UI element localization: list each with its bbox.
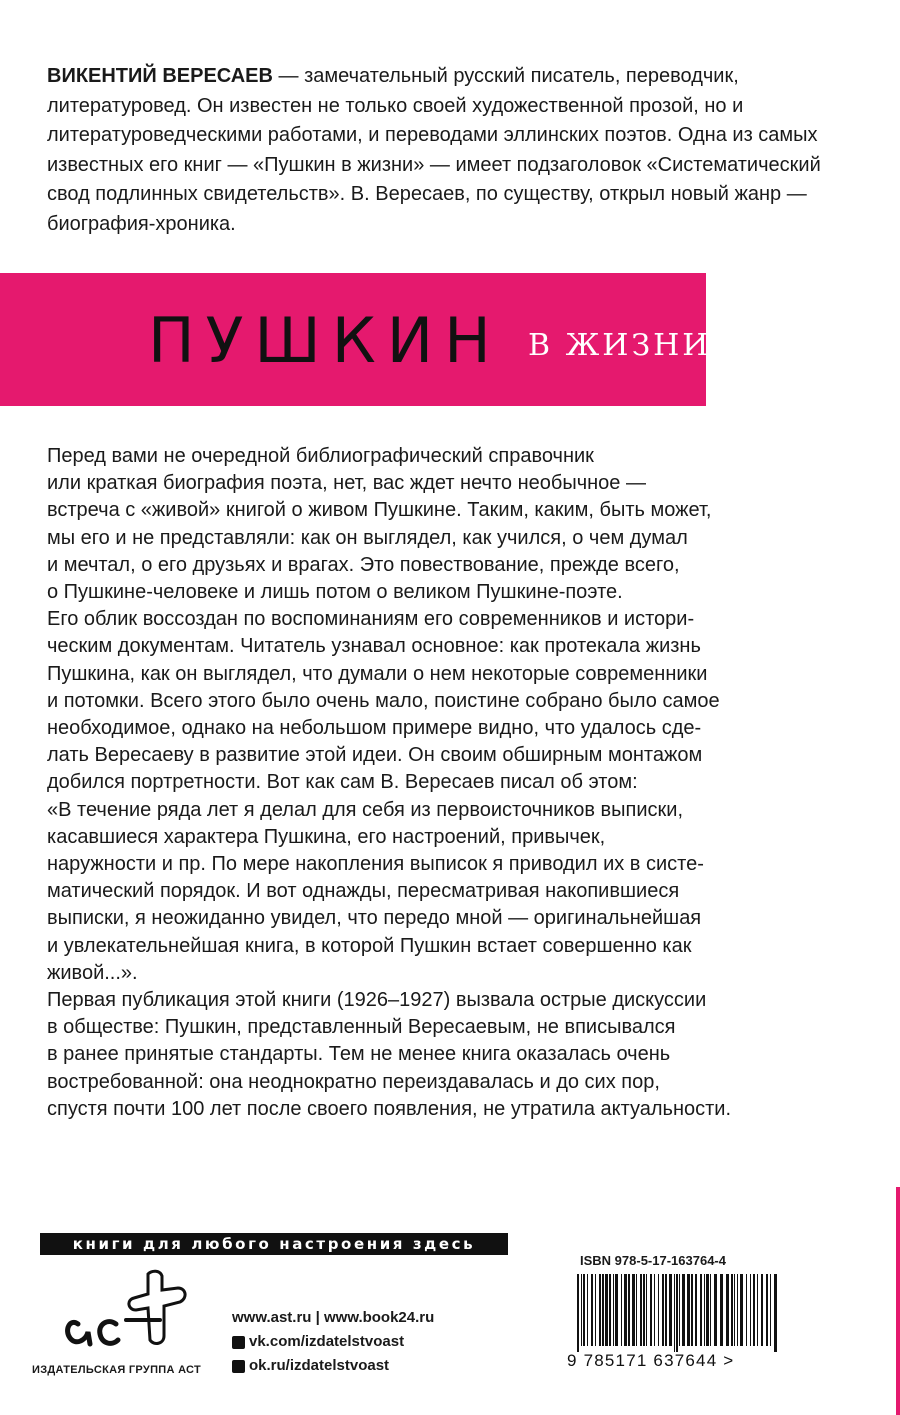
barcode-bar <box>746 1274 747 1346</box>
barcode-bar <box>609 1274 611 1346</box>
barcode-bar <box>695 1274 697 1346</box>
barcode-bar <box>591 1274 593 1346</box>
barcode-bar <box>687 1274 690 1346</box>
barcode-bar <box>605 1274 608 1346</box>
barcode-bar <box>615 1274 618 1346</box>
ok-link[interactable] <box>232 1354 434 1378</box>
barcode-bar <box>669 1274 672 1346</box>
barcode-bar <box>636 1274 637 1346</box>
barcode-bar <box>624 1274 627 1346</box>
description-line: спустя почти 100 лет после своего появления, не утратила актуальности. <box>47 1097 732 1120</box>
description-line: матический порядок. И вот однажды, пересматривая накопившиеся <box>47 880 680 903</box>
tagline-banner: книги для любого настроения здесь <box>40 1233 508 1255</box>
barcode-bar <box>577 1274 579 1352</box>
barcode-bar <box>613 1274 614 1346</box>
barcode-bar <box>761 1274 763 1346</box>
barcode-bar <box>662 1274 664 1346</box>
barcode-bar <box>650 1274 652 1346</box>
ast-logo <box>60 1268 200 1358</box>
description-line: востребованной: она неоднократно переиздавалась и до сих пор, <box>47 1070 660 1093</box>
barcode-bar <box>665 1274 667 1346</box>
barcode-bar <box>621 1274 622 1346</box>
description-line: и увлекательнейшая книга, в которой Пушкин встает совершенно как <box>47 934 692 957</box>
description-line: и потомки. Всего этого было очень мало, поистине собрано было самое <box>47 689 720 712</box>
description-line: живой...». <box>47 961 138 984</box>
barcode-bar <box>766 1274 768 1346</box>
barcode-bar <box>753 1274 755 1346</box>
barcode-bar <box>640 1274 642 1346</box>
description-line: касавшиеся характера Пушкина, его настроений, привычек, <box>47 825 606 848</box>
description-line: в ранее принятые стандарты. Тем не менее книга оказалась очень <box>47 1043 671 1066</box>
barcode-bar <box>714 1274 717 1346</box>
ast-logo-s <box>100 1322 118 1344</box>
description-text <box>47 443 877 1123</box>
ast-logo-figure <box>129 1271 185 1343</box>
vk-icon <box>232 1336 245 1349</box>
barcode-bar <box>734 1274 735 1346</box>
barcode-bar <box>646 1274 647 1346</box>
description-line: Его облик воссоздан по воспоминаниям его современников и истори- <box>47 608 695 631</box>
edge-accent-bar <box>896 1187 900 1415</box>
barcode-bar <box>706 1274 709 1346</box>
barcode-bar <box>770 1274 771 1346</box>
barcode-bar <box>581 1274 582 1346</box>
description-line: и мечтал, о его друзьях и врагах. Это повествование, прежде всего, <box>47 553 680 576</box>
publisher-name: ИЗДАТЕЛЬСКАЯ ГРУППА АСТ <box>32 1364 202 1376</box>
barcode-bar <box>643 1274 645 1346</box>
barcode-digits: 9 785171 637644 > <box>567 1351 735 1370</box>
barcode-bar <box>583 1274 585 1346</box>
author-name: ВИКЕНТИЙ ВЕРЕСАЕВ <box>47 65 273 87</box>
barcode-bar <box>595 1274 596 1346</box>
description-line: выписки, я неожиданно увидел, что передо мной — оригинальнейшая <box>47 907 702 930</box>
barcode-bar <box>750 1274 751 1346</box>
barcode-bar <box>726 1274 729 1346</box>
description-line: в обществе: Пушкин, представленный Вересаевым, не вписывался <box>47 1016 676 1039</box>
barcode-bar <box>720 1274 723 1346</box>
website-links-text[interactable]: www.ast.ru | www.book24.ru <box>232 1309 435 1326</box>
barcode-bar <box>628 1274 630 1346</box>
barcode-bar <box>704 1274 705 1346</box>
barcode-bar <box>682 1274 685 1346</box>
description-line: добился портретности. Вот как сам В. Вересаев писал об этом: <box>47 771 638 794</box>
description-line: необходимое, однако на небольшом примере видно, что удалось сде- <box>47 717 702 740</box>
barcode-bar <box>658 1274 659 1346</box>
description-line: встреча с «живой» книгой о живом Пушкине. Таким, каким, быть может, <box>47 499 712 522</box>
vk-link[interactable] <box>232 1330 434 1354</box>
barcode-bar <box>691 1274 693 1346</box>
barcode-bar <box>737 1274 738 1346</box>
barcode-bar <box>731 1274 733 1346</box>
ok-icon <box>232 1360 245 1373</box>
book-title: ПУШКИН <box>148 304 502 377</box>
barcode-bar <box>757 1274 758 1346</box>
description-line: мы его и не представляли: как он выглядел, как учился, о чем думал <box>47 526 688 549</box>
barcode-bar <box>676 1274 678 1352</box>
barcode-bar <box>740 1274 743 1346</box>
description-line: лать Вересаеву в развитие этой идеи. Он своим обширным монтажом <box>47 744 703 767</box>
barcode-bar <box>710 1274 711 1346</box>
author-intro-text: — замечательный русский писатель, переводчик, литературовед. Он известен не только своей художественной прозой, но и литературоведческими работами, и переводами эллинских поэтов. Одна из самых известных его книг — «Пушкин в жизни» — имеет подзаголовок «Систематический свод подлинных свидетельств». В. Вересаев, по существу, открыл новый жанр — биография-хроника. <box>47 65 821 235</box>
description-line: Перед вами не очередной библиографический справочник <box>47 445 594 467</box>
description-line: Пушкина, как он выглядел, что думали о нем некоторые современники <box>47 662 708 685</box>
barcode-bar <box>654 1274 655 1346</box>
barcode-bar <box>587 1274 588 1346</box>
description-line: наружности и пр. По мере накопления выписок я приводил их в систе- <box>47 853 704 876</box>
barcode-bar <box>674 1274 675 1352</box>
website-links[interactable] <box>232 1306 434 1330</box>
description-line: ческим документам. Читатель узнавал основное: как протекала жизнь <box>47 635 701 658</box>
barcode-bar <box>679 1274 680 1346</box>
vk-link-text[interactable]: vk.com/izdatelstvoast <box>249 1333 405 1350</box>
barcode-bar <box>599 1274 601 1346</box>
barcode-bar <box>700 1274 702 1346</box>
isbn-label: ISBN 978-5-17-163764-4 <box>580 1253 726 1268</box>
contact-links <box>232 1306 434 1378</box>
barcode-bar <box>774 1274 777 1352</box>
barcode-bar <box>602 1274 604 1346</box>
ok-link-text[interactable]: ok.ru/izdatelstvoast <box>249 1357 390 1374</box>
book-subtitle: В ЖИЗНИ <box>528 328 712 363</box>
barcode-bar <box>632 1274 635 1346</box>
description-line: о Пушкине-человеке и лишь потом о великом Пушкине-поэте. <box>47 581 623 604</box>
description-line: «В течение ряда лет я делал для себя из первоисточников выписки, <box>47 798 684 821</box>
isbn-barcode <box>565 1270 795 1370</box>
ast-logo-wordmark: аст <box>94 1349 106 1356</box>
ast-logo-a <box>68 1322 90 1344</box>
barcode-bars <box>577 1274 777 1352</box>
author-intro <box>47 62 867 239</box>
description-line: или краткая биография поэта, нет, вас ждет нечто необычное — <box>47 472 646 495</box>
description-line: Первая публикация этой книги (1926–1927) вызвала острые дискуссии <box>47 989 707 1012</box>
